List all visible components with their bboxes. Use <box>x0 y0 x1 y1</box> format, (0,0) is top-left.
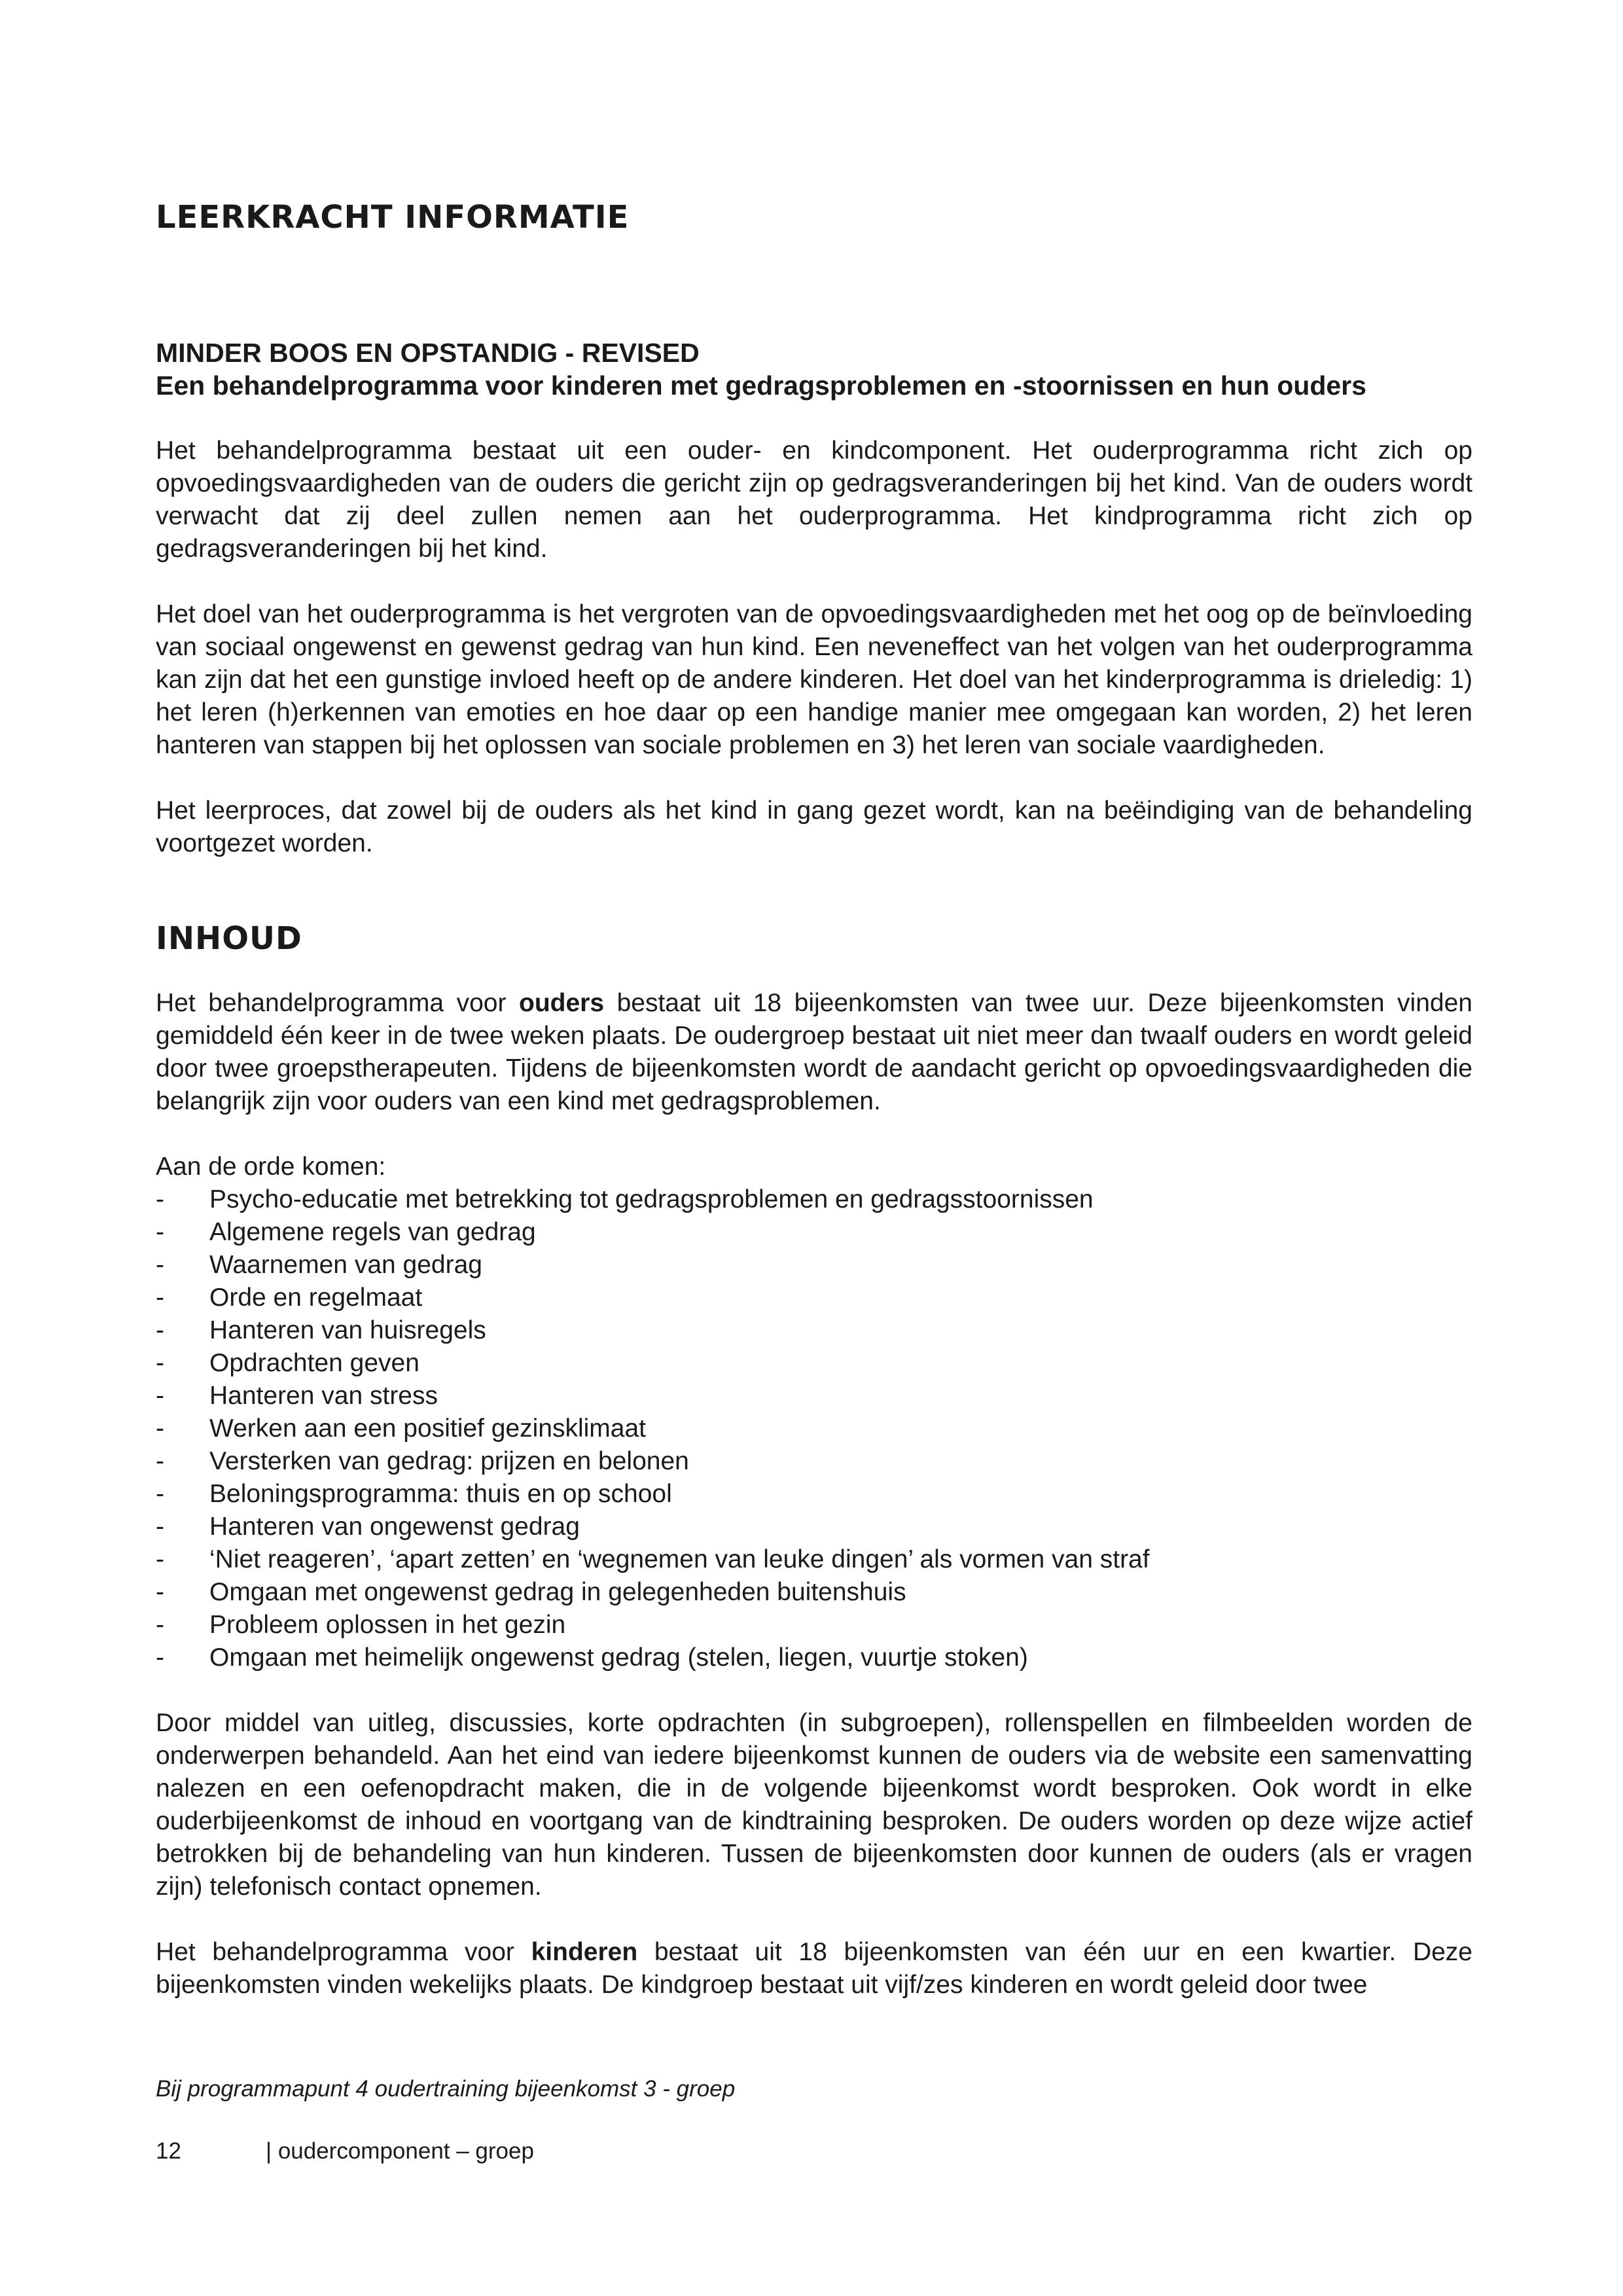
program-subtitle: Een behandelprogramma voor kinderen met gedragsproblemen en -stoornissen en hun ouders <box>156 370 1366 401</box>
page-number: 12 <box>156 2138 181 2164</box>
list-item-text: ‘Niet reageren’, ‘apart zetten’ en ‘wegnemen van leuke dingen’ als vormen van straf <box>209 1545 1150 1573</box>
footer-section-label: | oudercomponent – groep <box>266 2138 534 2164</box>
section-heading-leerkracht: LEERKRACHT INFORMATIE <box>156 199 630 236</box>
list-item <box>156 1412 1472 1445</box>
list-item <box>156 1183 1472 1216</box>
topic-list <box>156 1183 1472 1674</box>
list-dash: - <box>156 1513 164 1541</box>
list-item <box>156 1478 1472 1511</box>
list-item-text: Algemene regels van gedrag <box>209 1218 536 1246</box>
list-item <box>156 1216 1472 1249</box>
list-item-text: Hanteren van stress <box>209 1382 438 1410</box>
program-title-block <box>156 336 1472 402</box>
section-heading-inhoud: INHOUD <box>156 920 302 957</box>
list-dash: - <box>156 1316 164 1344</box>
list-item-text: Omgaan met heimelijk ongewenst gedrag (stelen, liegen, vuurtje stoken) <box>209 1643 1028 1672</box>
list-item <box>156 1543 1472 1576</box>
list-dash: - <box>156 1283 164 1312</box>
list-intro: Aan de orde komen: <box>156 1153 386 1181</box>
list-item-text: Versterken van gedrag: prijzen en belonen <box>209 1447 689 1475</box>
paragraph-children-program <box>156 1936 1472 2001</box>
paragraph-methods: Door middel van uitleg, discussies, korte opdrachten (in subgroepen), rollenspellen en filmbeelden worden de onderwerpen behandeld. Aan het eind van iedere bijeenkomst kunnen de ouders via de website een samenvatting nalezen en een oefenopdracht maken, die in de volgende bijeenkomst wordt besproken. Ook wordt in elke ouderbijeenkomst de inhoud en voortgang van de kindtraining besproken. De ouders worden op deze wijze actief betrokken bij de behandeling van hun kinderen. Tussen de bijeenkomsten door kunnen de ouders (als er vragen zijn) telefonisch contact opnemen. <box>156 1709 1472 1901</box>
paragraph-intro: Het behandelprogramma bestaat uit een ouder- en kindcomponent. Het ouderprogramma richt zich op opvoedingsvaardigheden van de ouders die gericht zijn op gedragsveranderingen bij het kind. Van de ouders wordt verwacht dat zij deel zullen nemen aan het ouderprogramma. Het kindprogramma richt zich op gedragsveranderingen bij het kind. <box>156 437 1472 563</box>
list-item <box>156 1511 1472 1543</box>
list-item-text: Werken aan een positief gezinsklimaat <box>209 1414 646 1443</box>
list-item-text: Hanteren van huisregels <box>209 1316 486 1344</box>
list-item <box>156 1282 1472 1314</box>
list-item-text: Waarnemen van gedrag <box>209 1251 482 1279</box>
list-dash: - <box>156 1447 164 1475</box>
list-item-text: Probleem oplossen in het gezin <box>209 1611 566 1639</box>
list-dash: - <box>156 1251 164 1279</box>
list-item <box>156 1609 1472 1641</box>
p3-text-before: Het behandelprogramma voor <box>156 1938 531 1966</box>
list-item-text: Opdrachten geven <box>209 1349 419 1377</box>
page-content <box>156 196 1472 2001</box>
list-item-text: Psycho-educatie met betrekking tot gedragsproblemen en gedragsstoornissen <box>209 1185 1094 1213</box>
list-item-text: Hanteren van ongewenst gedrag <box>209 1513 580 1541</box>
list-item <box>156 1641 1472 1674</box>
list-item <box>156 1445 1472 1478</box>
list-item-text: Beloningsprogramma: thuis en op school <box>209 1480 672 1508</box>
list-item <box>156 1347 1472 1380</box>
list-dash: - <box>156 1545 164 1573</box>
list-item <box>156 1576 1472 1609</box>
list-dash: - <box>156 1414 164 1443</box>
list-dash: - <box>156 1218 164 1246</box>
paragraph-parents-program <box>156 987 1472 1118</box>
program-title: MINDER BOOS EN OPSTANDIG - REVISED <box>156 338 700 368</box>
list-item <box>156 1314 1472 1347</box>
list-dash: - <box>156 1578 164 1606</box>
list-dash: - <box>156 1643 164 1672</box>
list-dash: - <box>156 1480 164 1508</box>
list-item <box>156 1380 1472 1412</box>
list-dash: - <box>156 1349 164 1377</box>
list-dash: - <box>156 1382 164 1410</box>
list-item <box>156 1249 1472 1282</box>
list-dash: - <box>156 1611 164 1639</box>
p3-text-after: bestaat uit 18 bijeenkomsten van één uur en een kwartier. Deze bijeenkomsten vinden wekelijks plaats. De kindgroep bestaat uit vijf/zes kinderen en wordt geleid door twee <box>156 1938 1472 1999</box>
p3-bold-kinderen: kinderen <box>531 1938 638 1966</box>
list-item-text: Omgaan met ongewenst gedrag in gelegenheden buitenshuis <box>209 1578 906 1606</box>
p1-text-after: bestaat uit 18 bijeenkomsten van twee uur. Deze bijeenkomsten vinden gemiddeld één keer in de twee weken plaats. De oudergroep bestaat uit niet meer dan twaalf ouders en wordt geleid door twee groepstherapeuten. Tijdens de bijeenkomsten wordt de aandacht gericht op opvoedingsvaardigheden die belangrijk zijn voor ouders van een kind met gedragsproblemen. <box>156 989 1472 1115</box>
paragraph-goal: Het doel van het ouderprogramma is het vergroten van de opvoedingsvaardigheden met het oog op de beïnvloeding van sociaal ongewenst en gewenst gedrag van hun kind. Een neveneffect van het volgen van het ouderprogramma kan zijn dat het een gunstige invloed heeft op de andere kinderen. Het doel van het kinderprogramma is drieledig: 1) het leren (h)erkennen van emoties en hoe daar op een handige manier mee omgegaan kan worden, 2) het leren hanteren van stappen bij het oplossen van sociale problemen en 3) het leren van sociale vaardigheden. <box>156 600 1472 759</box>
list-item-text: Orde en regelmaat <box>209 1283 423 1312</box>
paragraph-learning-process: Het leerproces, dat zowel bij de ouders als het kind in gang gezet wordt, kan na beëindiging van de behandeling voortgezet worden. <box>156 797 1472 857</box>
footer-note: Bij programmapunt 4 oudertraining bijeenkomst 3 - groep <box>156 2076 736 2102</box>
p1-bold-ouders: ouders <box>519 989 605 1017</box>
p1-text-before: Het behandelprogramma voor <box>156 989 520 1017</box>
list-dash: - <box>156 1185 164 1213</box>
